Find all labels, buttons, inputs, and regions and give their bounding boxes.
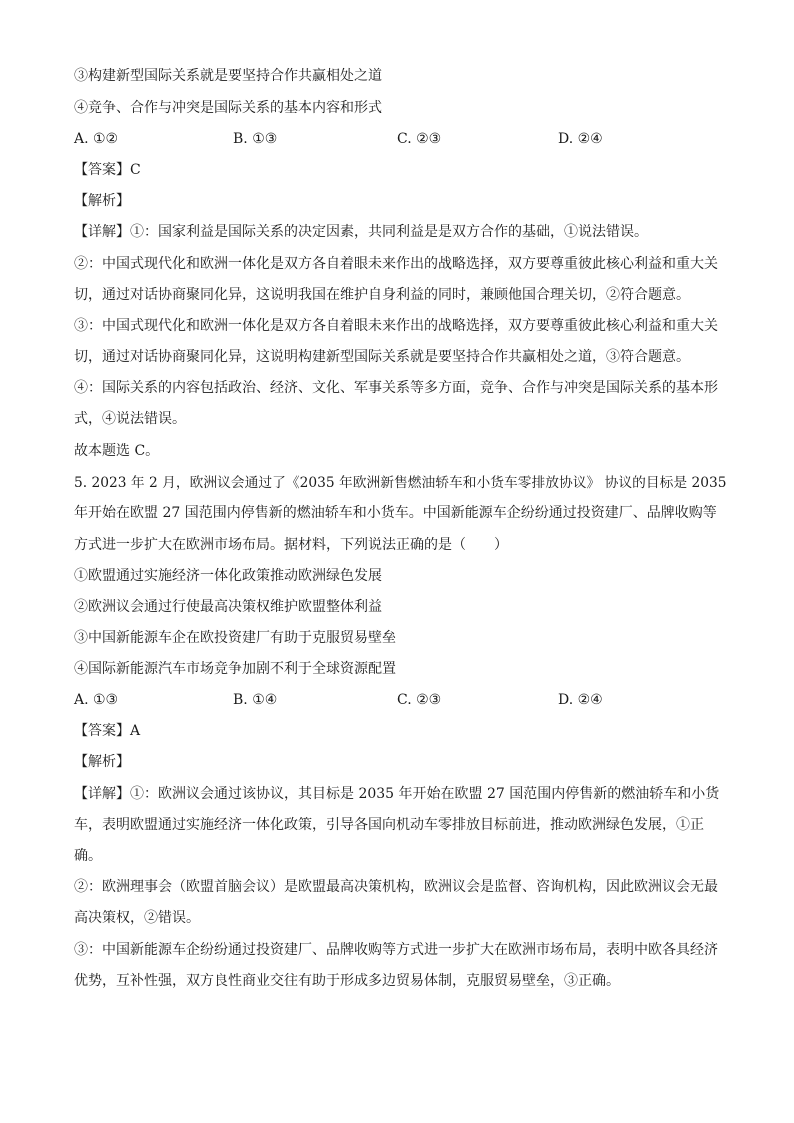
q4-option-c: C. ②③: [397, 131, 442, 147]
q5-item-4: ④国际新能源汽车市场竞争加剧不利于全球资源配置: [74, 661, 396, 677]
q4-item-3: ③构建新型国际关系就是要坚持合作共赢相处之道: [74, 68, 382, 84]
q4-item-4: ④竞争、合作与冲突是国际关系的基本内容和形式: [74, 100, 382, 116]
q5-stem-line: 年开始在欧盟 27 国范围内停售新的燃油轿车和小货车。中国新能源车企纷纷通过投资建厂、品牌收购等: [74, 505, 717, 521]
q5-stem-line: 方式进一步扩大在欧洲市场布局。据材料，下列说法正确的是（ ）: [74, 537, 508, 553]
q5-item-1: ①欧盟通过实施经济一体化政策推动欧洲绿色发展: [74, 568, 382, 584]
q5-detail-line: ②：欧洲理事会（欧盟首脑会议）是欧盟最高决策机构，欧洲议会是监督、咨询机构，因此欧洲议会无最: [74, 879, 718, 895]
q4-conclusion: 故本题选 C。: [74, 443, 160, 459]
q5-item-2: ②欧洲议会通过行使最高决策权维护欧盟整体利益: [74, 599, 382, 615]
q4-detail-line: 式，④说法错误。: [74, 411, 186, 427]
q5-detail-line: ③：中国新能源车企纷纷通过投资建厂、品牌收购等方式进一步扩大在欧洲市场布局，表明中欧各具经济: [74, 942, 718, 958]
q5-answer: [74, 721, 140, 741]
answer-value: C: [130, 162, 141, 178]
answer-value: A: [130, 723, 141, 739]
q5-option-b: B. ①④: [233, 692, 278, 708]
q5-detail-line: 优势，互补性强，双方良性商业交往有助于形成多边贸易体制，克服贸易壁垒，③正确。: [74, 973, 620, 989]
q5-detail-line: 高决策权，②错误。: [74, 910, 200, 926]
q5-option-a: A. ①③: [74, 692, 119, 708]
q4-option-a: A. ①②: [74, 131, 119, 147]
q5-detail-line: 车，表明欧盟通过实施经济一体化政策，引导各国向机动车零排放目标前进，推动欧洲绿色发展，①正: [74, 817, 704, 833]
q4-option-b: B. ①③: [233, 131, 278, 147]
q4-detail-line: 切，通过对话协商聚同化异，这说明构建新型国际关系就是要坚持合作共赢相处之道，③符合题意。: [74, 349, 690, 365]
q5-item-3: ③中国新能源车企在欧投资建厂有助于克服贸易壁垒: [74, 630, 396, 646]
answer-label: 【答案】: [74, 162, 130, 178]
q4-detail-line: 【详解】①：国家利益是国际关系的决定因素，共同利益是是双方合作的基础，①说法错误。: [74, 224, 648, 240]
q5-option-d: D. ②④: [558, 692, 603, 708]
q5-detail-line: 确。: [74, 848, 102, 864]
q5-detail-line: 【详解】①：欧洲议会通过该协议，其目标是 2035 年开始在欧盟 27 国范围内停售新的燃油轿车和小货: [74, 786, 720, 802]
q4-option-d: D. ②④: [558, 131, 603, 147]
q4-detail-line: ②：中国式现代化和欧洲一体化是双方各自着眼未来作出的战略选择，双方要尊重彼此核心利益和重大关: [74, 256, 718, 272]
q4-detail-line: ④：国际关系的内容包括政治、经济、文化、军事关系等多方面，竞争、合作与冲突是国际关系的基本形: [74, 380, 718, 396]
q4-detail-line: ③：中国式现代化和欧洲一体化是双方各自着眼未来作出的战略选择，双方要尊重彼此核心利益和重大关: [74, 318, 718, 334]
q4-answer: [74, 160, 141, 180]
q4-detail-line: 切，通过对话协商聚同化异，这说明我国在维护自身利益的同时，兼顾他国合理关切，②符合题意。: [74, 287, 690, 303]
q5-option-c: C. ②③: [397, 692, 442, 708]
q4-analysis-label: 【解析】: [74, 193, 130, 209]
q5-analysis-label: 【解析】: [74, 754, 130, 770]
q5-stem-line: 5. 2023 年 2 月，欧洲议会通过了《2035 年欧洲新售燃油轿车和小货车零排放协议》 协议的目标是 2035: [74, 475, 727, 491]
answer-label: 【答案】: [74, 723, 130, 739]
